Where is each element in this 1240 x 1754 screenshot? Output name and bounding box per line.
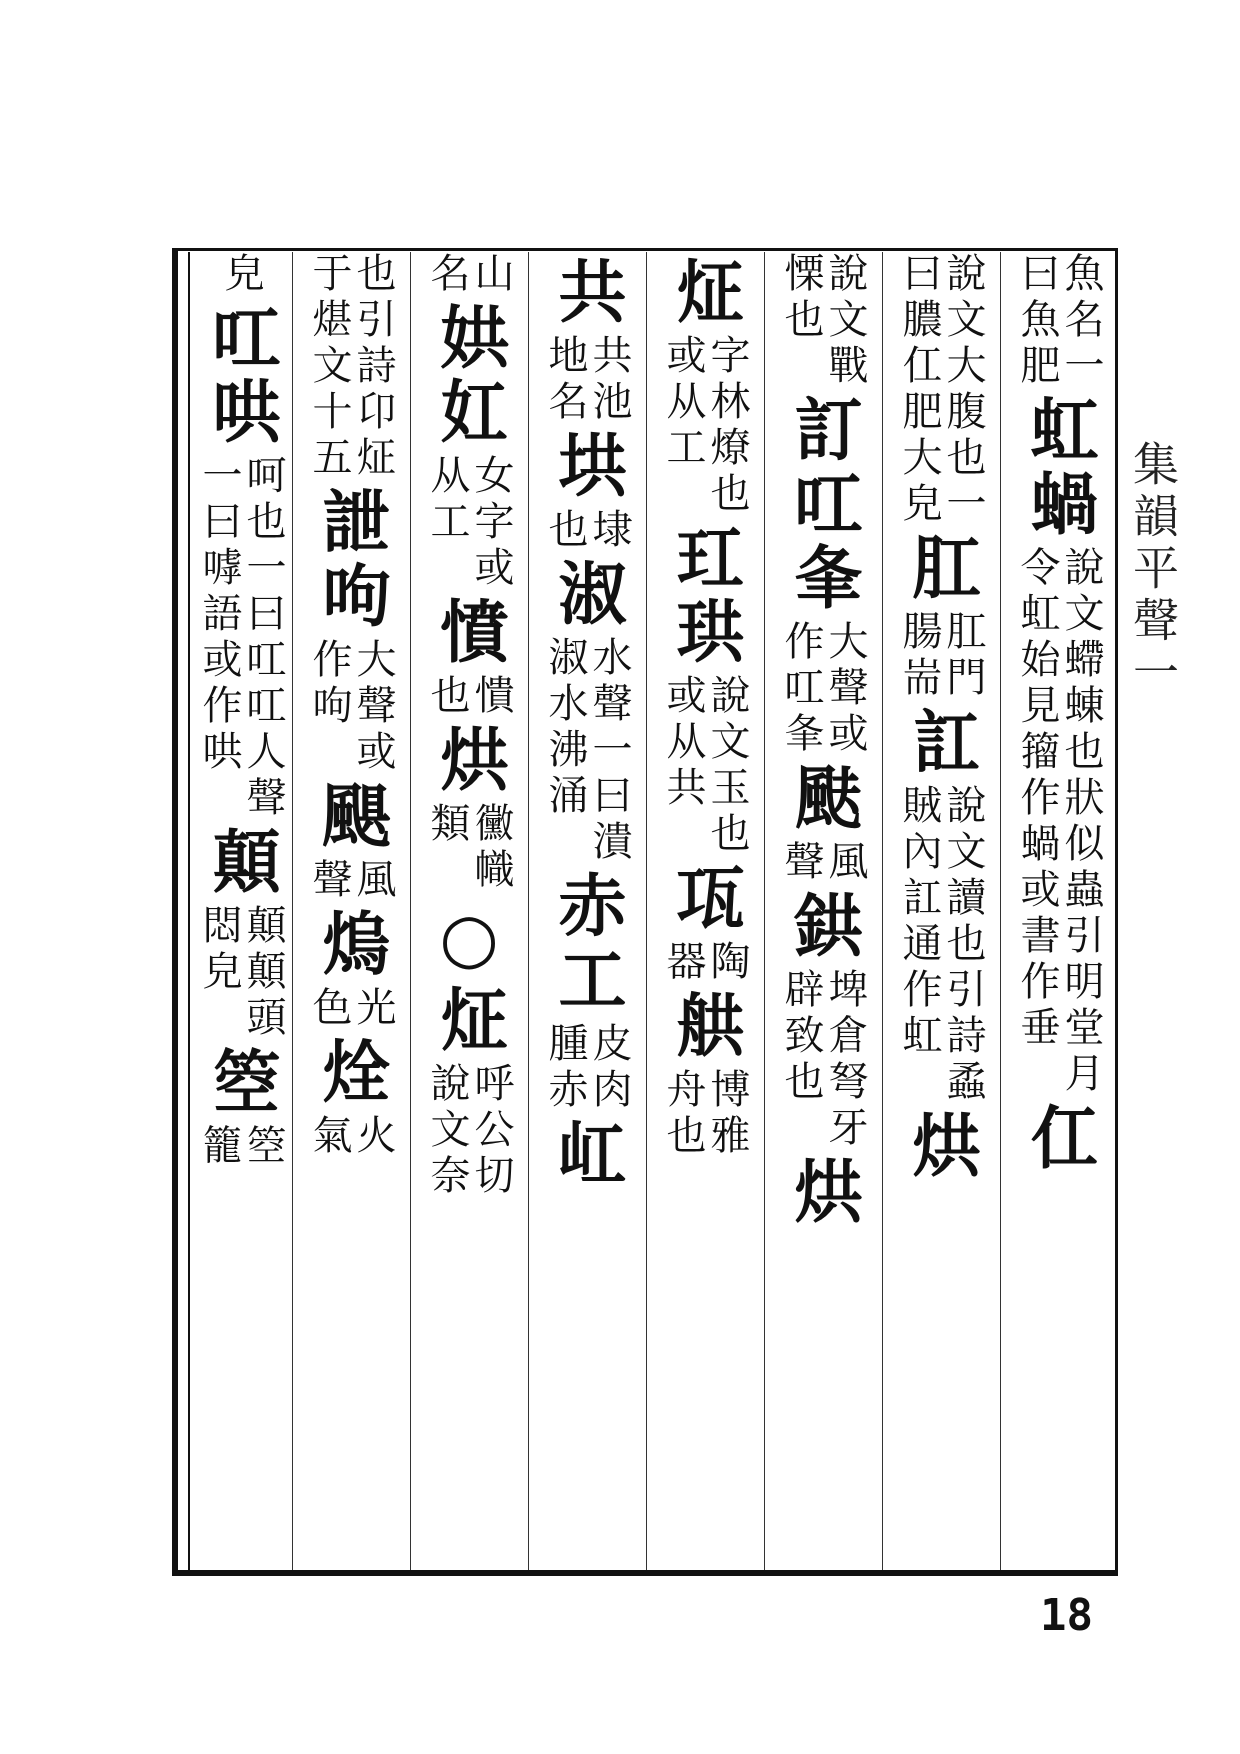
headword: 詍呴: [311, 486, 391, 634]
headword: 垬: [547, 430, 627, 504]
headword: 颫: [783, 762, 863, 836]
gloss-line: 說文玉也: [704, 674, 750, 858]
headword: 娂妅: [429, 302, 509, 450]
gloss-block: [896, 610, 986, 702]
gloss-block: [424, 252, 514, 298]
text-column-1: [1000, 252, 1118, 1570]
text-column-4: [646, 252, 764, 1570]
gloss-block: [424, 1062, 514, 1200]
gloss-block: [660, 334, 750, 518]
gloss-line: 作叿夆: [778, 620, 824, 758]
headword: 炡: [665, 256, 745, 330]
gloss-line: 氣: [306, 1114, 352, 1160]
gloss-line: 从工: [424, 454, 470, 546]
gloss-line: 肛門: [940, 610, 986, 702]
gloss-line: 呼公切: [468, 1062, 514, 1200]
gloss-line: 也: [424, 674, 470, 720]
gloss-line: 顛顛頭: [240, 904, 286, 1042]
gloss-block: [778, 252, 868, 390]
gloss-block: [1014, 546, 1104, 1098]
gloss-line: 箜: [240, 1124, 286, 1170]
gloss-block: [542, 636, 632, 866]
gloss-block: [896, 252, 986, 528]
gloss-line: 埤倉弩牙: [822, 968, 868, 1152]
text-column-5: [528, 252, 646, 1570]
headword: 烘: [901, 1110, 981, 1184]
gloss-line: 類: [424, 802, 470, 848]
gloss-block: [542, 508, 632, 554]
headword: 烘: [429, 724, 509, 798]
headword: 虹蝸: [1019, 394, 1099, 542]
headword: 瓨: [665, 862, 745, 936]
gloss-line: 黴幟: [468, 802, 514, 894]
text-column-3: [764, 252, 882, 1570]
gloss-block: [778, 968, 868, 1152]
gloss-block: [542, 334, 632, 426]
gloss-line: 女字或: [468, 454, 514, 592]
gloss-line: 山: [468, 252, 514, 298]
gloss-line: 皮肉: [586, 1022, 632, 1114]
gloss-block: [542, 1022, 632, 1114]
headword: 熓: [311, 908, 391, 982]
gloss-line: 水聲一曰潰: [586, 636, 632, 866]
headword: 舼: [665, 990, 745, 1064]
gloss-block: [660, 940, 750, 986]
side-caption: 集韻平聲一: [1126, 440, 1180, 700]
gloss-block: [306, 986, 396, 1032]
gloss-line: 籠: [196, 1124, 242, 1170]
gloss-line: 風: [822, 840, 868, 886]
gloss-line: 或从共: [660, 674, 706, 812]
gloss-block: [778, 840, 868, 886]
text-column-7: [292, 252, 410, 1570]
gloss-block: [424, 802, 514, 894]
page-number: 18: [1040, 1590, 1093, 1641]
gloss-line: 悶皃: [196, 904, 242, 996]
headword: 颶: [311, 780, 391, 854]
gloss-line: 大聲或: [350, 638, 396, 776]
gloss-block: [196, 1124, 286, 1170]
gloss-block: [306, 638, 396, 776]
gloss-line: 魚名一: [1058, 252, 1104, 390]
headword: 赤工: [547, 870, 627, 1018]
headword: 箜: [201, 1046, 281, 1120]
gloss-line: 賊內訌通作虹: [896, 784, 942, 1060]
gloss-block: [196, 904, 286, 1042]
gloss-line: 淑水沸涌: [542, 636, 588, 820]
gloss-line: 呵也一曰叿叿人聲: [240, 454, 286, 822]
gloss-line: 說文讀也引詩蟊: [940, 784, 986, 1106]
gloss-block: [1014, 252, 1104, 390]
gloss-block: [196, 454, 286, 822]
gloss-block: [896, 784, 986, 1106]
gloss-block: [306, 1114, 396, 1160]
gloss-line: 色: [306, 986, 352, 1032]
gloss-line: 一曰嘑語或作哄: [196, 454, 242, 776]
headword: 叿哄: [201, 302, 281, 450]
gloss-line: 說文大腹也一: [940, 252, 986, 528]
gloss-line: 于煁文十五: [306, 252, 352, 482]
text-column-8: [190, 252, 292, 1570]
gloss-block: [218, 252, 264, 298]
gloss-line: 大聲或: [822, 620, 868, 758]
text-column-2: [882, 252, 1000, 1570]
headword: 淑: [547, 558, 627, 632]
gloss-line: 風: [350, 858, 396, 904]
gloss-line: 字林燎也: [704, 334, 750, 518]
gloss-line: 說文奈: [424, 1062, 470, 1200]
gloss-line: 腸耑: [896, 610, 942, 702]
headword: 訌: [901, 706, 981, 780]
gloss-line: 也: [542, 508, 588, 554]
gloss-line: 陶: [704, 940, 750, 986]
gloss-line: 曰魚肥: [1014, 252, 1060, 390]
headword: ○炡: [429, 898, 509, 1058]
gloss-line: 博雅: [704, 1068, 750, 1160]
gloss-line: 光: [350, 986, 396, 1032]
gloss-line: 說文螮蝀也狀似蟲引明堂月: [1058, 546, 1104, 1098]
gloss-block: [660, 674, 750, 858]
headword: 烘: [783, 1156, 863, 1230]
headword: 憤: [429, 596, 509, 670]
gloss-block: [660, 1068, 750, 1160]
headword: 鉷: [783, 890, 863, 964]
gloss-line: 曰膿仜肥大皃: [896, 252, 942, 528]
gloss-block: [778, 620, 868, 758]
headword: 肛: [901, 532, 981, 606]
gloss-line: 憒: [468, 674, 514, 720]
gloss-block: [306, 252, 396, 482]
gloss-line: 說文戰: [822, 252, 868, 390]
text-column-6: [410, 252, 528, 1570]
gloss-line: 名: [424, 252, 470, 298]
headword: 顛: [201, 826, 281, 900]
gloss-line: 也引詩卬炡: [350, 252, 396, 482]
gloss-line: 皃: [218, 252, 264, 298]
gloss-line: 作呴: [306, 638, 352, 730]
gloss-line: 慄也: [778, 252, 824, 344]
gloss-line: 腫赤: [542, 1022, 588, 1114]
headword: 烇: [311, 1036, 391, 1110]
gloss-line: 聲: [778, 840, 824, 886]
gloss-line: 地名: [542, 334, 588, 426]
headword: 玒珙: [665, 522, 745, 670]
gloss-block: [424, 674, 514, 720]
headword: 仜: [1019, 1102, 1099, 1176]
gloss-line: 聲: [306, 858, 352, 904]
gloss-line: 令虹始見籀作蝸或書作垂: [1014, 546, 1060, 1052]
gloss-block: [424, 454, 514, 592]
gloss-block: [306, 858, 396, 904]
headword: 屸: [547, 1118, 627, 1192]
gloss-line: 器: [660, 940, 706, 986]
headword: 訂叿夆: [783, 394, 863, 616]
gloss-line: 舟也: [660, 1068, 706, 1160]
gloss-line: 共池: [586, 334, 632, 426]
gloss-line: 埭: [586, 508, 632, 554]
gloss-line: 或从工: [660, 334, 706, 472]
gloss-line: 火: [350, 1114, 396, 1160]
gloss-line: 辟致也: [778, 968, 824, 1106]
headword: 共: [547, 256, 627, 330]
